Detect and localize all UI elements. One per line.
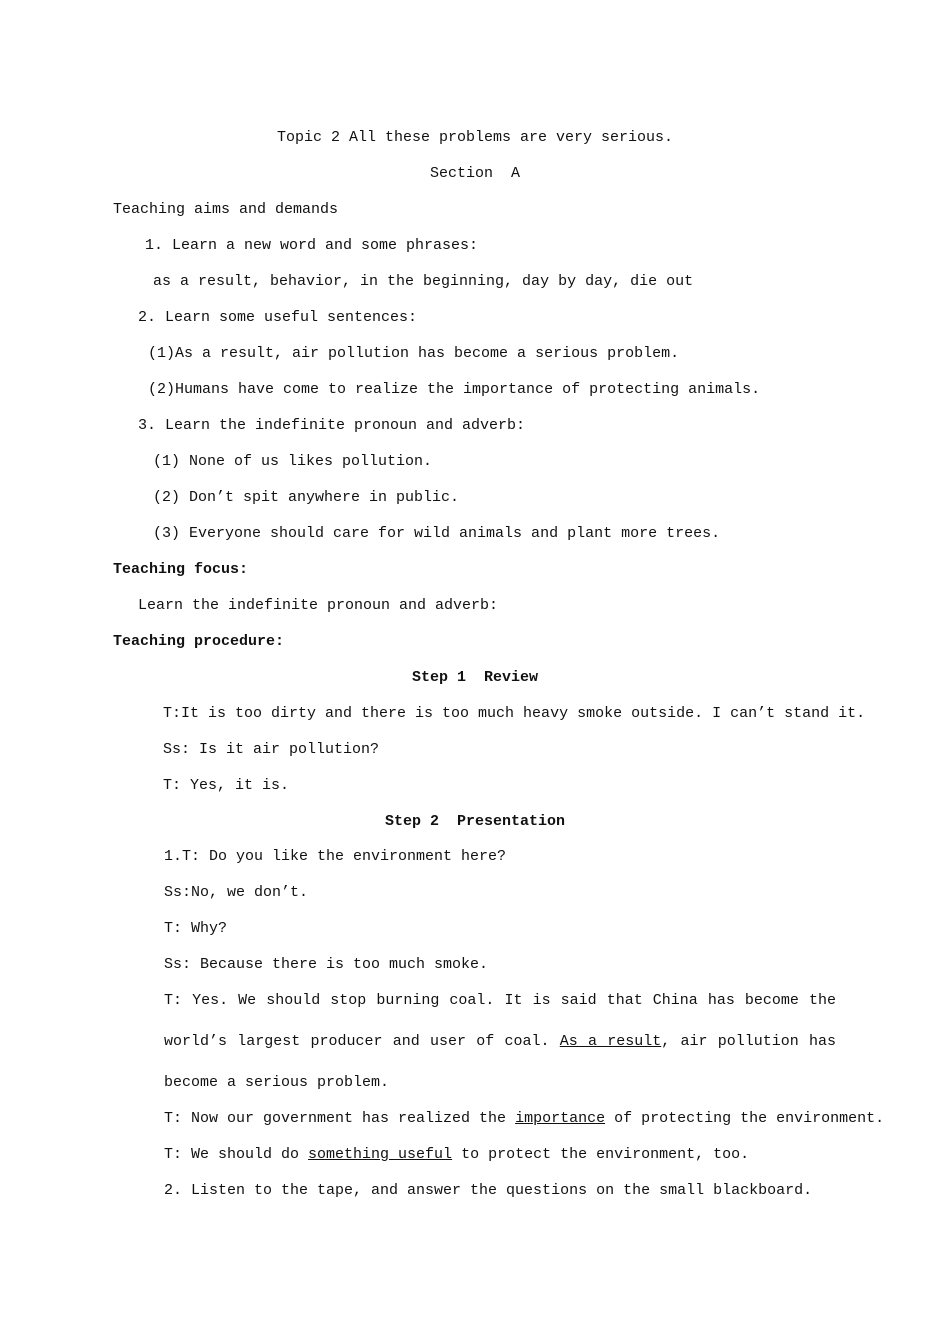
- aims-item-1-words: as a result, behavior, in the beginning, day by day, die out: [153, 273, 694, 290]
- step2-line-9-post: to protect the environment, too.: [452, 1146, 750, 1163]
- step2-line-10: 2. Listen to the tape, and answer the questions on the small blackboard.: [164, 1182, 813, 1199]
- aims-item-2-sentence-2: (2)Humans have come to realize the importance of protecting animals.: [148, 381, 761, 398]
- step2-line-1: 1.T: Do you like the environment here?: [164, 848, 507, 865]
- document-title: Topic 2 All these problems are very serious.: [276, 129, 674, 146]
- step2-line-6: [164, 1033, 836, 1051]
- aims-item-2: 2. Learn some useful sentences:: [138, 309, 418, 326]
- step1-line-3: T: Yes, it is.: [163, 777, 290, 794]
- step2-line-8-pre: T: Now our government has realized the: [164, 1110, 516, 1127]
- aims-item-3-sentence-2: (2) Don’t spit anywhere in public.: [153, 489, 460, 506]
- step1-title: Step 1 Review: [411, 669, 539, 686]
- step1-line-1: T:It is too dirty and there is too much heavy smoke outside. I can’t stand it.: [163, 705, 866, 722]
- underlined-phrase-something-useful: something useful: [308, 1146, 453, 1163]
- step2-line-3: T: Why?: [164, 920, 228, 937]
- step2-line-8-post: of protecting the environment.: [605, 1110, 885, 1127]
- aims-item-3-sentence-1: (1) None of us likes pollution.: [153, 453, 433, 470]
- step2-line-6-pre: world’s largest producer and user of coal.: [164, 1033, 560, 1050]
- step2-line-9: [164, 1146, 749, 1164]
- step2-line-2: Ss:No, we don’t.: [164, 884, 309, 901]
- step2-title: Step 2 Presentation: [384, 813, 566, 830]
- underlined-word-importance: importance: [515, 1110, 606, 1127]
- aims-item-3: 3. Learn the indefinite pronoun and adverb:: [138, 417, 526, 434]
- step2-line-9-pre: T: We should do: [164, 1146, 309, 1163]
- step2-line-6-post: , air pollution has: [661, 1033, 836, 1050]
- focus-heading: Teaching focus:: [113, 561, 249, 578]
- focus-text: Learn the indefinite pronoun and adverb:: [138, 597, 499, 614]
- procedure-heading: Teaching procedure:: [113, 633, 285, 650]
- step1-line-2: Ss: Is it air pollution?: [163, 741, 380, 758]
- step2-line-7: become a serious problem.: [164, 1074, 390, 1091]
- aims-item-2-sentence-1: (1)As a result, air pollution has become a serious problem.: [148, 345, 680, 362]
- underlined-phrase-as-a-result: As a result: [559, 1033, 662, 1050]
- section-label: Section A: [429, 165, 520, 182]
- aims-item-3-sentence-3: (3) Everyone should care for wild animals and plant more trees.: [153, 525, 721, 542]
- aims-item-1: 1. Learn a new word and some phrases:: [145, 237, 479, 254]
- step2-line-5: T: Yes. We should stop burning coal. It is said that China has become the: [164, 992, 836, 1009]
- aims-heading: Teaching aims and demands: [113, 201, 339, 218]
- step2-line-8: [164, 1110, 884, 1128]
- step2-line-4: Ss: Because there is too much smoke.: [164, 956, 489, 973]
